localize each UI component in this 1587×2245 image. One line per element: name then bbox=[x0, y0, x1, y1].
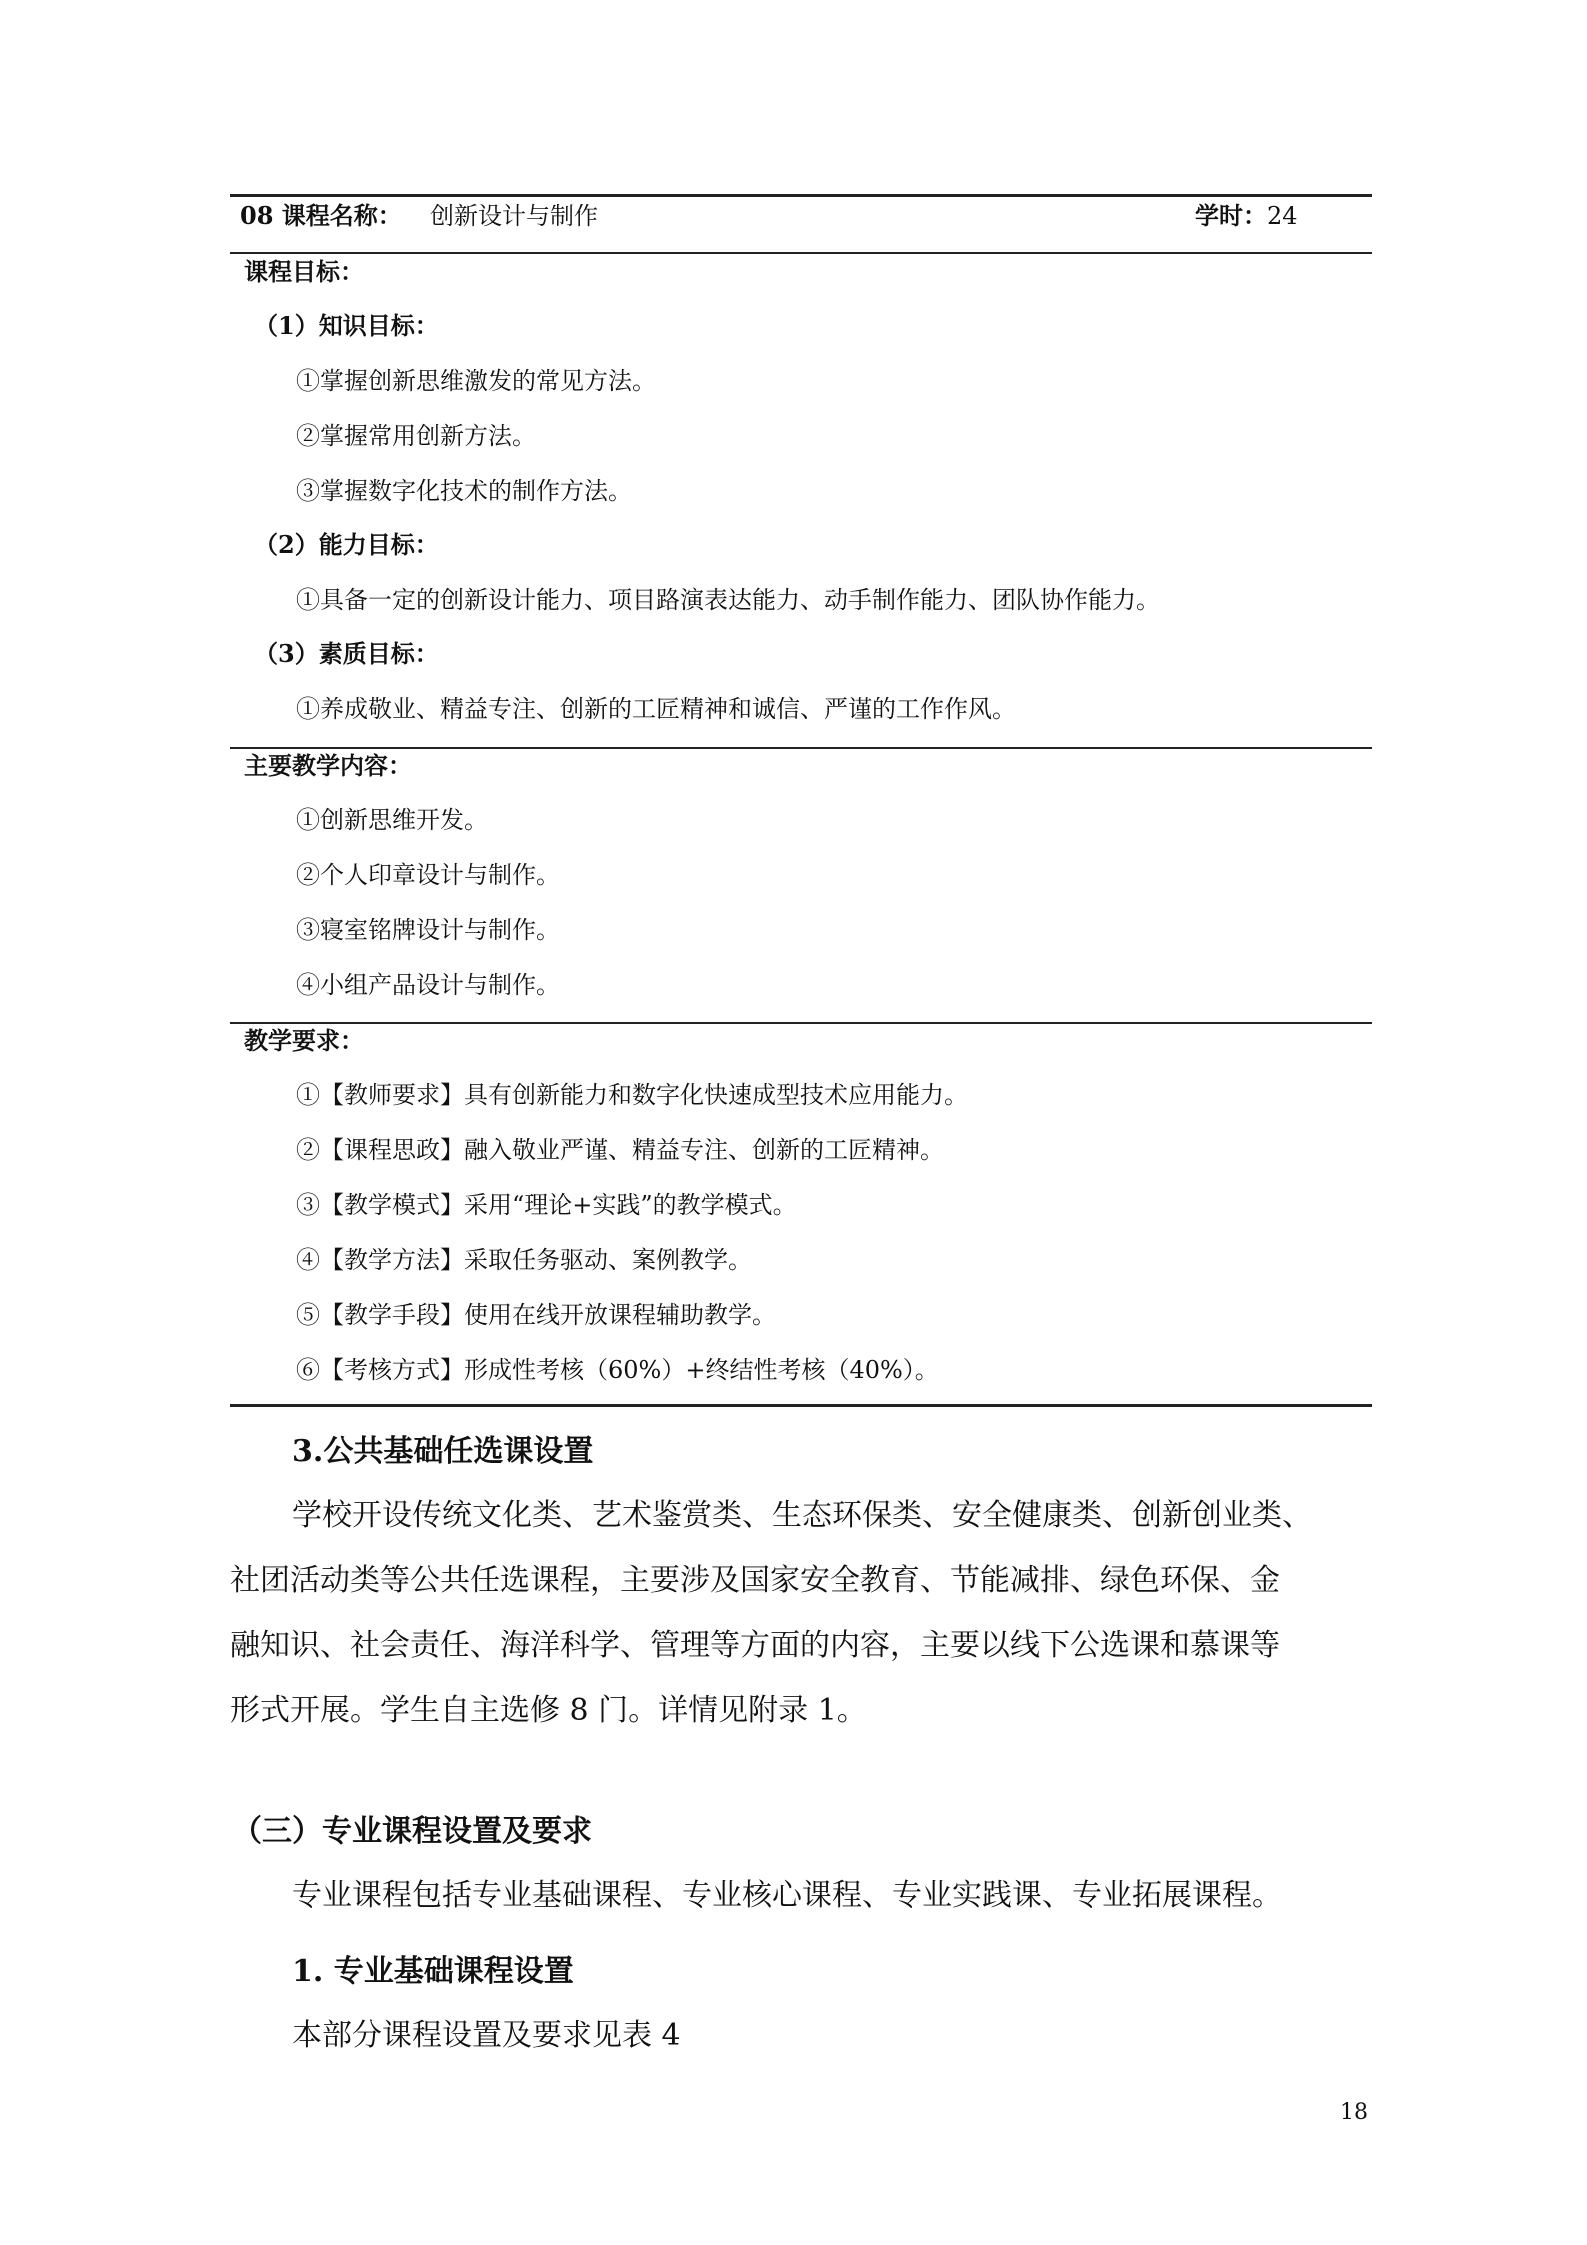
requirement-item: ④【教学方法】采取任务驱动、案例教学。 bbox=[296, 1246, 752, 1274]
goals-label: 课程目标： bbox=[244, 257, 364, 286]
content-item: ②个人印章设计与制作。 bbox=[296, 861, 560, 889]
major-section-paragraph: 专业课程包括专业基础课程、专业核心课程、专业实践课、专业拓展课程。 bbox=[292, 1878, 1282, 1913]
content-label: 主要教学内容： bbox=[244, 751, 412, 780]
knowledge-goal-item: ②掌握常用创新方法。 bbox=[296, 422, 536, 450]
ability-goal-item: ①具备一定的创新设计能力、项目路演表达能力、动手制作能力、团队协作能力。 bbox=[296, 586, 1160, 614]
section3-paragraph-line: 融知识、社会责任、海洋科学、管理等方面的内容，主要以线下公选课和慕课等 bbox=[230, 1628, 1280, 1663]
table-top-rule bbox=[230, 194, 1372, 197]
course-hours bbox=[1195, 200, 1298, 232]
section3-heading: 3.公共基础任选课设置 bbox=[292, 1434, 594, 1469]
course-hours-value: 24 bbox=[1267, 202, 1298, 230]
quality-goal-item: ①养成敬业、精益专注、创新的工匠精神和诚信、严谨的工作作风。 bbox=[296, 695, 1016, 723]
section3-paragraph-line: 形式开展。学生自主选修 8 门。详情见附录 1。 bbox=[230, 1693, 867, 1728]
section3-paragraph-line: 学校开设传统文化类、艺术鉴赏类、生态环保类、安全健康类、创新创业类、 bbox=[292, 1498, 1312, 1533]
major-section-heading: （三）专业课程设置及要求 bbox=[232, 1814, 592, 1849]
course-hours-label: 学时： bbox=[1195, 201, 1267, 230]
requirement-item: ③【教学模式】采用“理论+实践”的教学模式。 bbox=[296, 1191, 797, 1219]
quality-goal-label: （3）素质目标： bbox=[254, 639, 439, 668]
requirements-top-rule bbox=[230, 1022, 1372, 1024]
section3-paragraph-line: 社团活动类等公共任选课程，主要涉及国家安全教育、节能减排、绿色环保、金 bbox=[230, 1563, 1280, 1598]
ability-goal-label: （2）能力目标： bbox=[254, 530, 439, 559]
knowledge-goal-item: ③掌握数字化技术的制作方法。 bbox=[296, 477, 632, 505]
requirement-item: ②【课程思政】融入敬业严谨、精益专注、创新的工匠精神。 bbox=[296, 1136, 944, 1164]
knowledge-goal-label: （1）知识目标： bbox=[254, 311, 439, 340]
content-item: ①创新思维开发。 bbox=[296, 806, 488, 834]
course-name-value: 创新设计与制作 bbox=[430, 202, 598, 230]
requirement-item: ①【教师要求】具有创新能力和数字化快速成型技术应用能力。 bbox=[296, 1081, 968, 1109]
requirements-label: 教学要求： bbox=[244, 1026, 364, 1055]
page-number: 18 bbox=[1340, 2100, 1368, 2125]
knowledge-goal-item: ①掌握创新思维激发的常见方法。 bbox=[296, 367, 656, 395]
table-bottom-rule bbox=[230, 1404, 1372, 1407]
major-subsection-paragraph: 本部分课程设置及要求见表 4 bbox=[292, 2018, 681, 2053]
requirement-item: ⑤【教学手段】使用在线开放课程辅助教学。 bbox=[296, 1301, 776, 1329]
content-top-rule bbox=[230, 747, 1372, 749]
content-item: ④小组产品设计与制作。 bbox=[296, 971, 560, 999]
course-name-label: 08 课程名称： bbox=[240, 201, 402, 230]
table-header-rule bbox=[230, 252, 1372, 254]
content-item: ③寝室铭牌设计与制作。 bbox=[296, 916, 560, 944]
major-subsection-heading: 1. 专业基础课程设置 bbox=[292, 1954, 574, 1989]
requirement-item: ⑥【考核方式】形成性考核（60%）+终结性考核（40%）。 bbox=[296, 1356, 939, 1384]
